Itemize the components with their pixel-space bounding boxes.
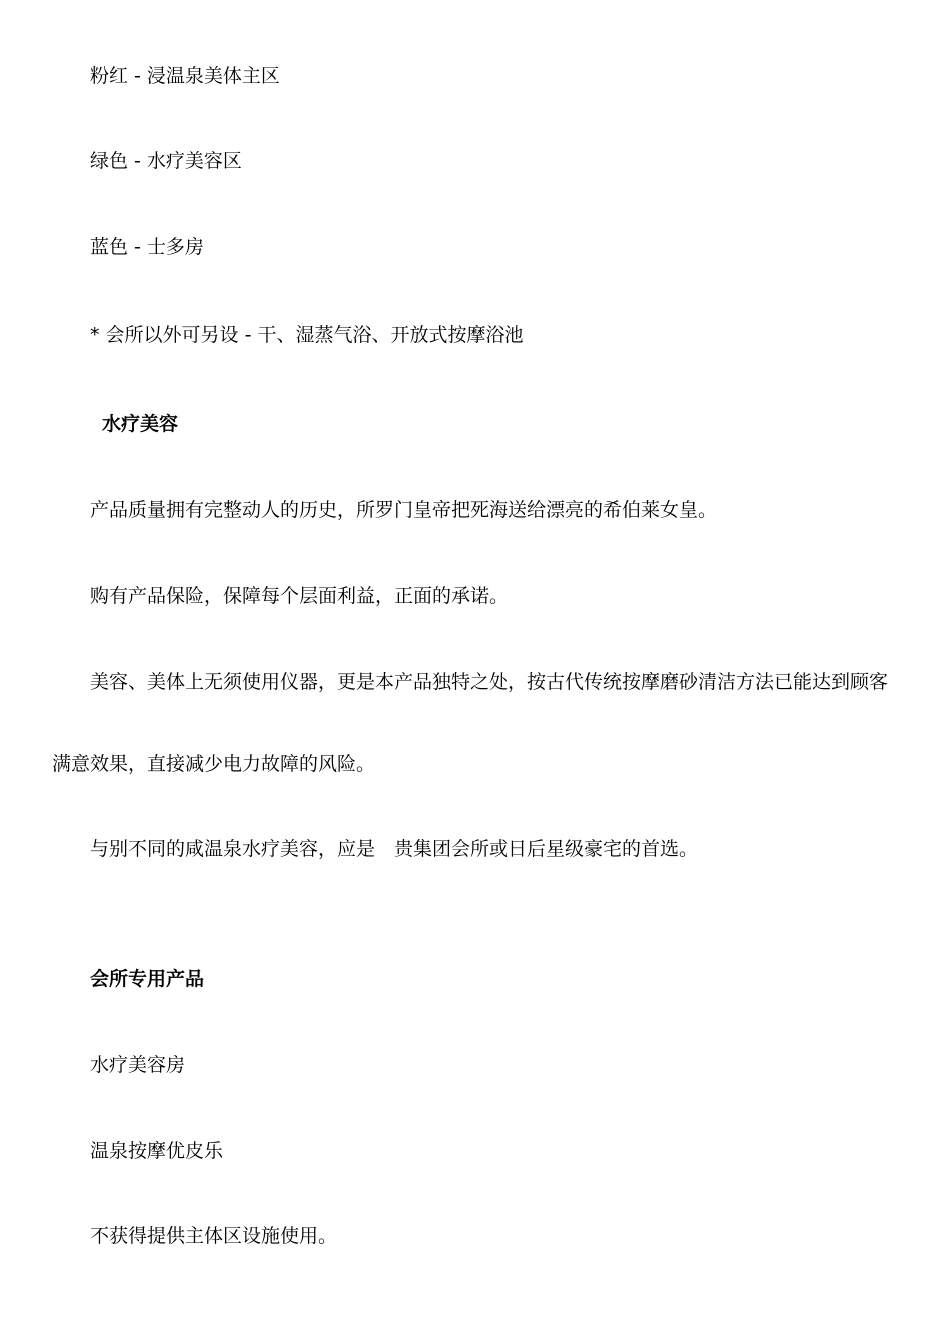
zone-blue-text: 蓝色 - 士多房 [90,236,204,258]
spa-paragraph-3-line-1: 美容、美体上无须使用仪器，更是本产品独特之处，按古代传统按摩磨砂清洁方法已能达到顾客 [90,671,889,693]
spa-paragraph-3-line-2: 满意效果，直接减少电力故障的风险。 [52,753,376,775]
spa-paragraph-1: 产品质量拥有完整动人的历史，所罗门皇帝把死海送给漂亮的希伯莱女皇。 [90,499,718,521]
zone-green-text: 绿色 - 水疗美容区 [90,150,242,172]
zone-note-text: * 会所以外可另设 - 干、湿蒸气浴、开放式按摩浴池 [90,324,524,346]
club-item-1: 水疗美容房 [90,1054,186,1076]
zone-pink-text: 粉红 - 浸温泉美体主区 [90,65,280,87]
spa-paragraph-4: 与别不同的咸温泉水疗美容，应是 贵集团会所或日后星级豪宅的首选。 [90,838,699,860]
spa-paragraph-2: 购有产品保险，保障每个层面利益，正面的承诺。 [90,585,509,607]
spa-section-heading: 水疗美容 [102,413,179,435]
club-item-2: 温泉按摩优皮乐 [90,1140,224,1162]
club-section-heading: 会所专用产品 [90,968,205,990]
club-note: 不获得提供主体区设施使用。 [90,1225,338,1247]
